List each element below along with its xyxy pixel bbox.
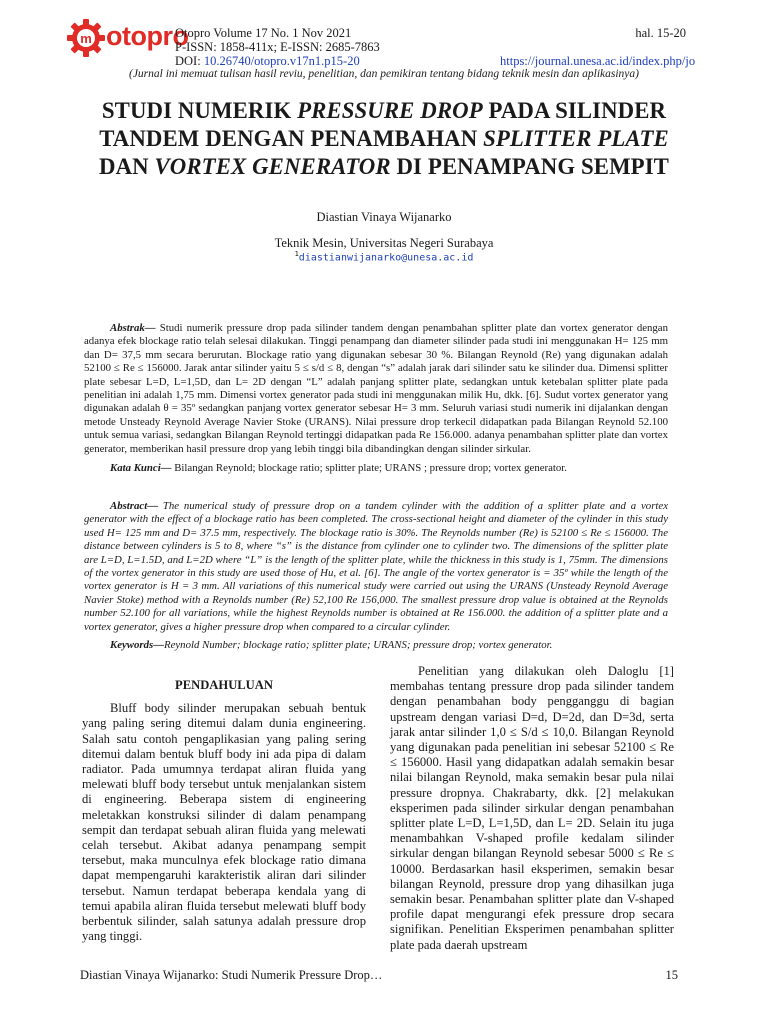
- email-address[interactable]: diastianwijanarko@unesa.ac.id: [298, 252, 474, 264]
- body-right-column: [390, 664, 674, 953]
- abstract-text: The numerical study of pressure drop on a tandem cylinder with the addition of a splitter plate and a vortex generator with the effect of a blockage ratio has been completed. The cross-sectional height and diameter of the cylinder in this study used H= 125 mm and D= 37.5 mm, respectively. The blockage ratio is 30%. The Reynolds number (Re) is 52100 ≤ Re ≤ 156000. The distance between cylinders is 5 to 8, where “s” is the distance from cylinder one to cylinder two. The dimensions of the splitter plate are L=D, L=1.5D, and L=2D where “L” is the length of the splitter plate, while the thickness in this study is 1, 75mm. The dimensions of the vortex generator in this study are used those of Hu, et al. [6]. The angle of the vortex generator is = 35º while the length of the vortex generator is H = 3 mm. All variations of this numerical study were carried out using the URANS (Unsteady Reynold Average Navier Stoke) method with a Reynolds number (Re) 52,100 Re 156,000. The smallest pressure drop value is obtained at the Reynolds number 52.100 for all variations, while the highest Reynolds number is obtained at Re 156.000. the addition of a splitter plate and a vortex generator, gives a higher pressure drop when compared to a circular cylinder.: [84, 500, 668, 633]
- title-line-3: DAN VORTEX GENERATOR DI PENAMPANG SEMPIT: [99, 154, 669, 179]
- author-name: Diastian Vinaya Wijanarko: [316, 210, 452, 224]
- keywords-section: [84, 639, 668, 652]
- running-footer: Diastian Vinaya Wijanarko: Studi Numerik Pressure Drop…: [80, 968, 383, 982]
- author-email[interactable]: [0, 250, 768, 263]
- page-range: hal. 15-20: [635, 26, 686, 40]
- abstract-section: [84, 500, 668, 634]
- logo-emblem-letter: m: [80, 31, 92, 46]
- author-affiliation: Teknik Mesin, Universitas Negeri Surabaya: [274, 236, 494, 250]
- gear-logo-icon: [66, 18, 106, 58]
- body-paragraph: Penelitian yang dilakukan oleh Daloglu [1] membahas tentang pressure drop pada silinder tandem dengan penambahan body pengganggu di bagian upstream dengan variasi D=d, D=2d, dan D=3d, serta jarak antar silinder 1,0 ≤ S/d ≤ 10,0. Bilangan Reynold yang digunakan pada penelitian ini sebesar 52100 ≤ Re ≤ 156000. Hasil yang didapatkan adalah semakin besar nilai bilangan Reynold, maka semakin besar pula nilai pressure dropnya. Chakrabarty, dkk. [2] melakukan eksperimen pada silinder sirkular dengan penambahan splitter plate L=D, L=1,5D, dan L= 2D. Selain itu juga menambahkan V-shaped profile kedalam silinder sirkular dengan bilangan Reynold sebesar 5000 ≤ Re ≤ 10000. Berdasarkan hasil eksperimen, semakin besar bilangan Reynold, pressure drop yang dihasilkan juga semakin besar. Penambahan splitter plate dan V-shaped profile dapat mengurangi efek pressure drop secara signifikan. Penelitian Eksperimen penambahan splitter plate pada daerah upstream: [390, 664, 674, 952]
- logo-wordmark: otopro: [106, 21, 189, 51]
- journal-scope-note: (Jurnal ini memuat tulisan hasil reviu, penelitian, dan pemikiran tentang bidang teknik mesin dan aplikasinya): [129, 68, 639, 80]
- abstrak-text: Studi numerik pressure drop pada silinder tandem dengan penambahan splitter plate dan vortex generator dengan adanya efek blockage ratio telah selesai dilakukan. Tinggi penampang dan diameter silinder pada studi ini menggunakan H= 125 mm dan D= 37,5 mm secara berurutan. Blockage ratio yang digunakan sebesar 30 %. Bilangan Reynold (Re) yang digunakan adalah 52100 ≤ Re ≤ 156000. Jarak antar silinder yaitu 5 ≤ s/d ≤ 8, dengan “s” adalah jarak dari silinder satu ke silinder dua. Dimensi splitter plate sebesar L=D, L=1,5D, dan L= 2D dengan “L” adalah panjang splitter plate, sedangkan untuk ketebalan splitter plate pada penelitian ini adalah 1,75 mm. Dimensi vortex generator pada studi ini menggunakan milik Hu, dkk. [6]. Sudut vortex generator yang digunakan adalah θ = 35º sedangkan panjang vortex generator sebesar H= 3 mm. Seluruh variasi studi numerik ini dijalankan dengan metode Unsteady Reynold Average Navier Stoke (URANS). Nilai pressure drop terkecil didapatkan pada Bilangan Reynold 52.100 untuk semua variasi, sedangkan Bilangan Reynold tertinggi didapatkan pada Re 156.000. adanya penambahan splitter plate dan vortex generator, memberikan hasil pressure drop yang lebih tinggi bila dibandingkan dengan silinder sirkular.: [84, 322, 668, 455]
- abstrak-label: Abstrak—: [110, 322, 156, 334]
- kata-kunci-section: [84, 462, 668, 475]
- doi-link[interactable]: 10.26740/otopro.v17n1.p15-20: [203, 54, 360, 68]
- journal-url-link[interactable]: https://journal.unesa.ac.id/index.php/jo: [500, 54, 696, 68]
- title-line-2: TANDEM DENGAN PENAMBAHAN SPLITTER PLATE: [99, 126, 669, 151]
- keywords-text: Reynold Number; blockage ratio; splitter plate; URANS; pressure drop; vortex generator.: [164, 639, 553, 651]
- kata-kunci-text: Bilangan Reynold; blockage ratio; splitter plate; URANS ; pressure drop; vortex generator.: [171, 462, 567, 474]
- email-superscript: 1: [294, 250, 299, 258]
- journal-logo: [66, 18, 189, 58]
- title-line-1: STUDI NUMERIK PRESSURE DROP PADA SILINDER: [101, 98, 667, 123]
- body-left-column: [82, 672, 366, 944]
- journal-doi: [175, 54, 360, 68]
- kata-kunci-label: Kata Kunci—: [110, 462, 172, 474]
- abstract-label: Abstract—: [110, 500, 158, 512]
- doi-label: DOI:: [175, 54, 201, 68]
- journal-issn: P-ISSN: 1858-411x; E-ISSN: 2685-7863: [175, 40, 380, 54]
- journal-volume: Otopro Volume 17 No. 1 Nov 2021: [175, 26, 352, 40]
- abstrak-section: [84, 322, 668, 456]
- keywords-label: Keywords—: [110, 639, 164, 651]
- paper-title: [50, 97, 718, 181]
- section-heading: PENDAHULUAN: [175, 678, 273, 692]
- body-paragraph: Bluff body silinder merupakan sebuah bentuk yang paling sering ditemui dalam dunia engineering. Salah satu contoh pengaplikasian yang paling sering ditemui dalam bentuk bluff body ini ada pipa di dalam radiator. Pada umumnya terdapat aliran fluida yang melewati bluff body tersebut untuk menjalankan sistem di engineering. Beberapa sistem di engineering meletakkan konstruksi silinder di dalam penampang sempit dan terdapat sebuah aliran fluida yang melewati celah tersebut. Akibat adanya penampang sempit tersebut, maka munculnya efek blockage ratio dimana dapat mempengaruhi karakteristik aliran dari silinder tersebut. Namun terdapat beberapa kendala yang di temui apabila aliran fluida tersebut melewati bluff body berbentuk silinder, salah satunya adalah pressure drop yang tinggi.: [82, 701, 366, 944]
- page-number: 15: [665, 968, 678, 982]
